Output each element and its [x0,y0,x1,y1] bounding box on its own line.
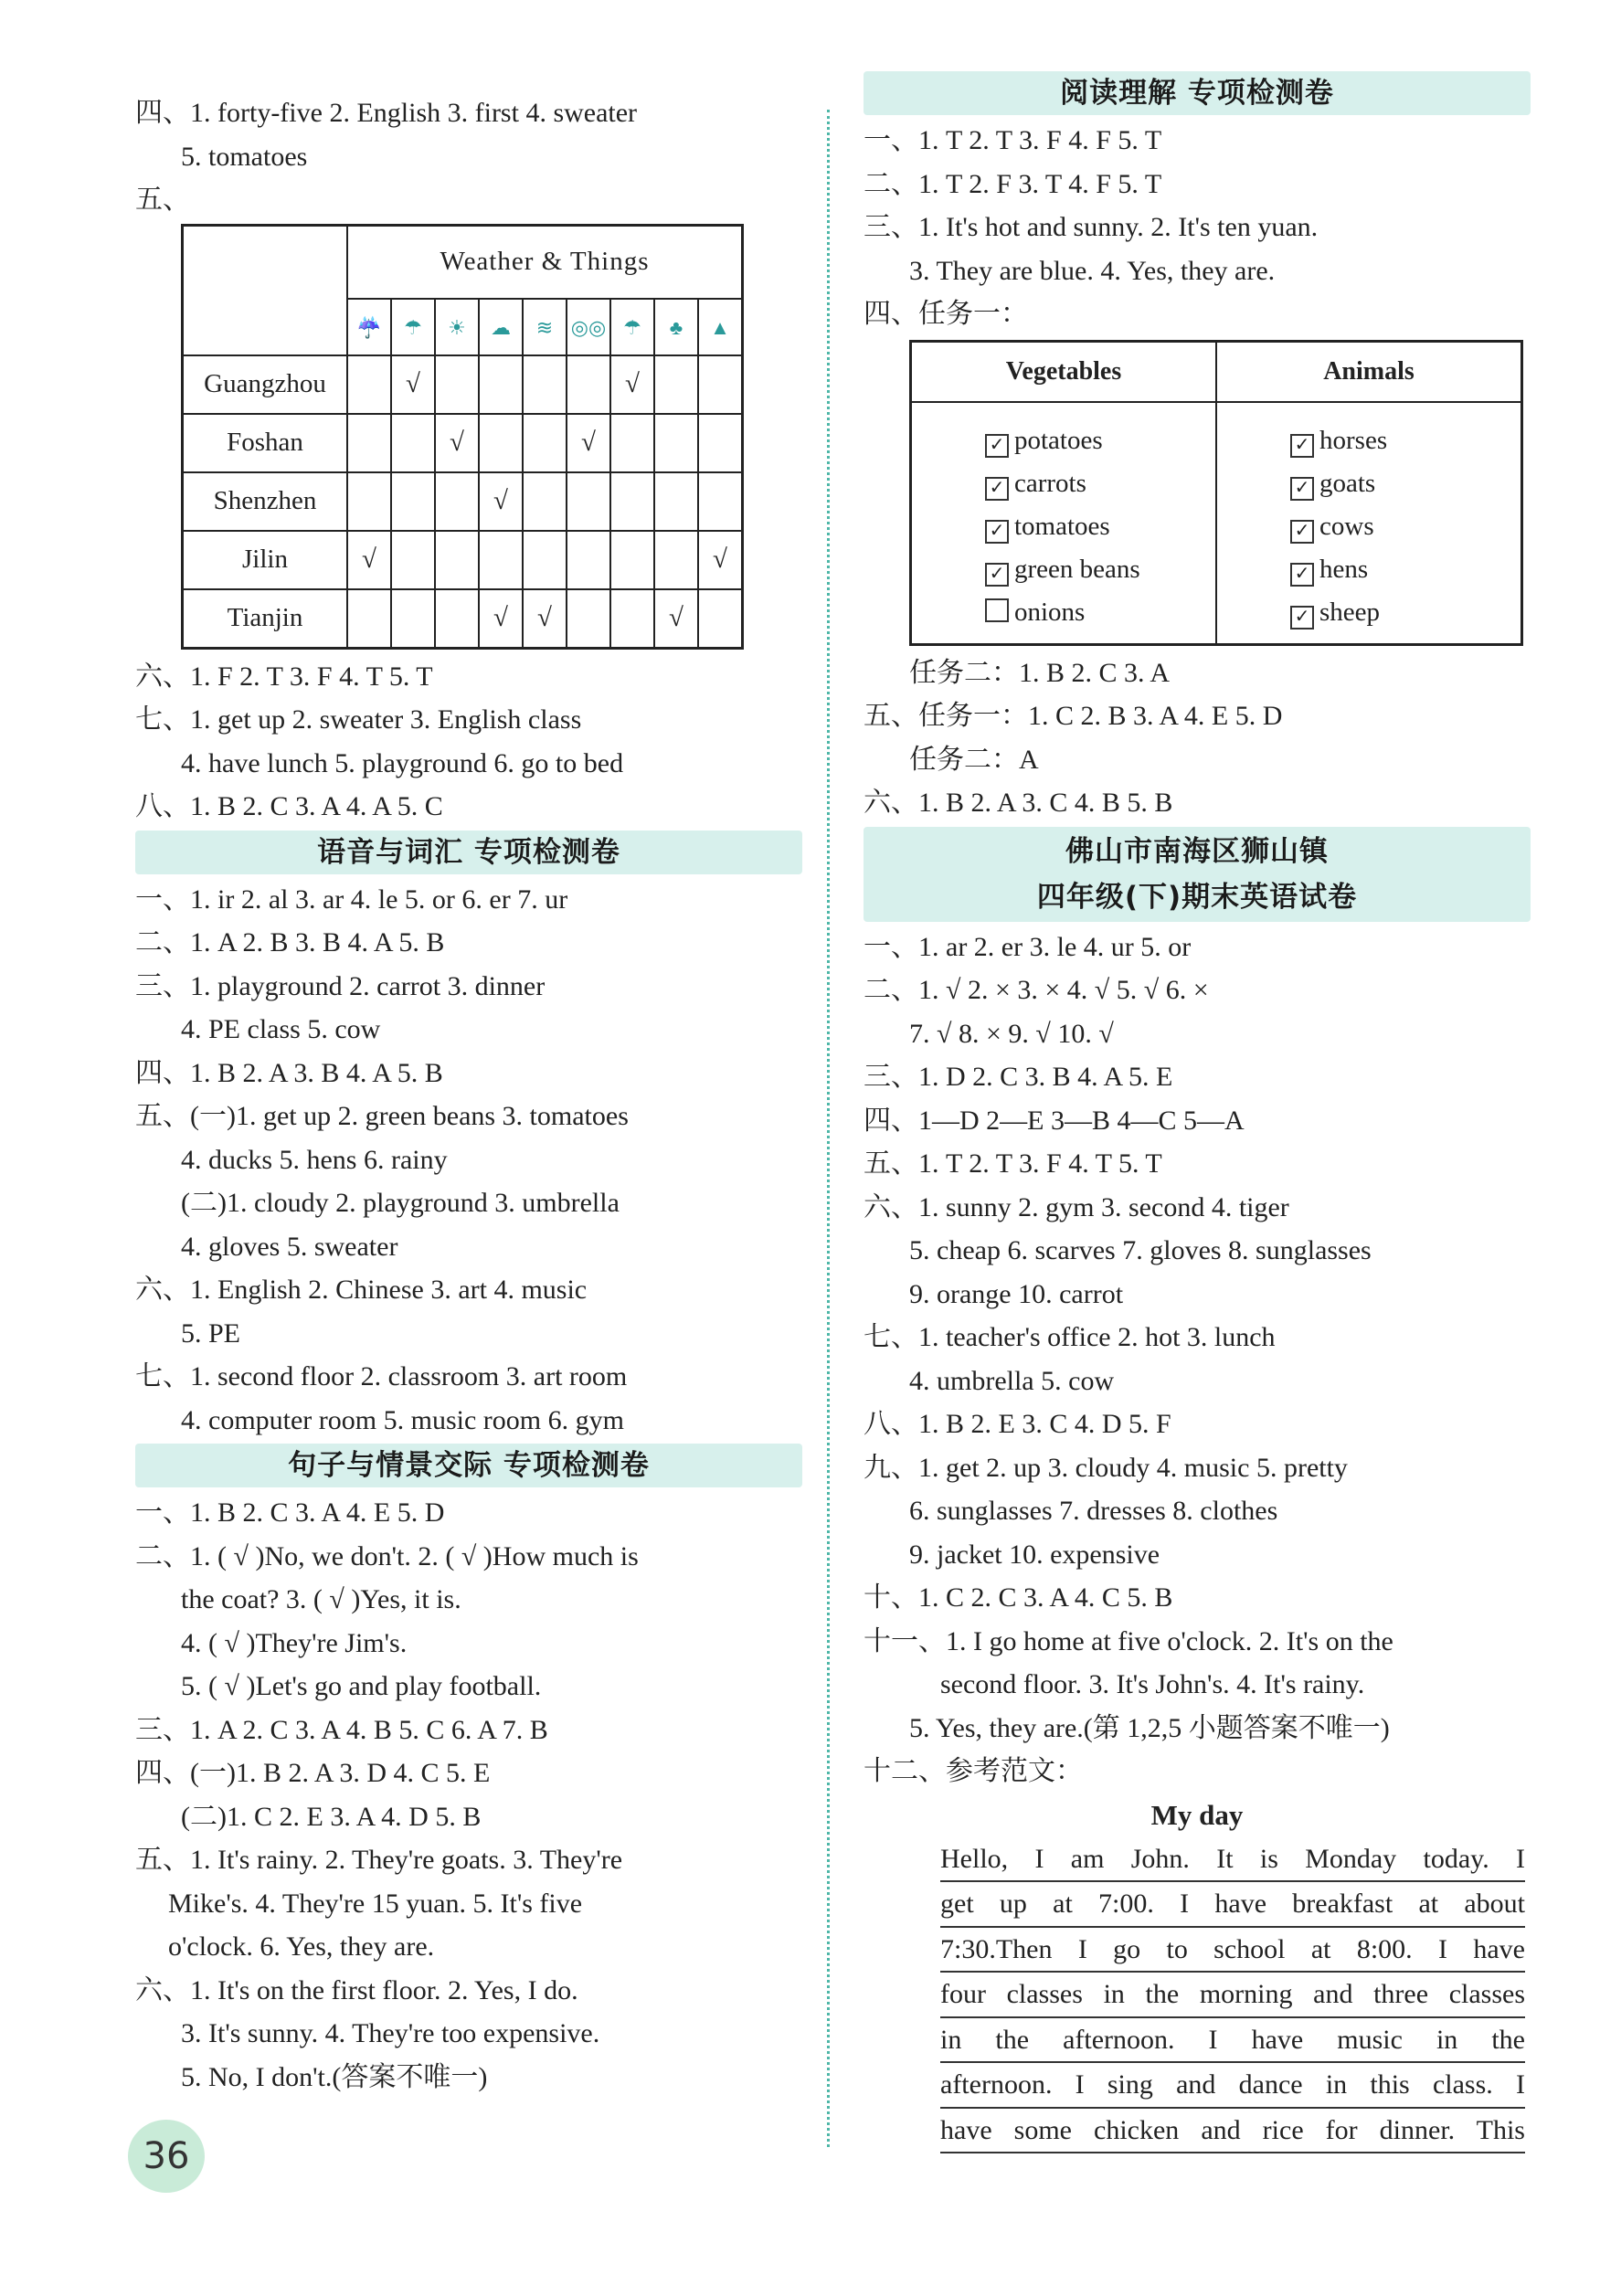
answer-line: 五、1. It's rainy. 2. They're goats. 3. They're [135,1845,623,1875]
answer-line: 六、1. sunny 2. gym 3. second 4. tiger [864,1191,1289,1222]
check-cell: √ [610,355,654,414]
essay-line: in the afternoon. I have music in the [940,2018,1525,2064]
answer-line: 3. It's sunny. 4. They're too expensive. [181,2018,600,2048]
essay-line: have some chicken and rice for dinner. This [940,2109,1525,2154]
answer-line: 6. sunglasses 7. dresses 8. clothes [909,1496,1278,1526]
answer-line: 4. ducks 5. hens 6. rainy [181,1144,448,1175]
table-row [183,472,743,531]
weather-icon-cell [698,299,743,355]
answer-line: 任务二：A [909,744,1039,775]
weather-icon-cell [347,299,391,355]
check-cell [435,355,479,414]
answer-line: 六、1. B 2. A 3. C 4. B 5. B [864,788,1173,818]
checked-box-icon: ✓ [1290,434,1314,458]
check-cell [654,472,698,531]
answer-line: 七、1. second floor 2. classroom 3. art room [135,1361,628,1391]
essay-line: four classes in the morning and three classes [940,1973,1525,2018]
left-column [135,91,802,2099]
list-item [1217,419,1521,462]
check-cell: √ [435,414,479,472]
essay-line: 7:30.Then I go to school at 8:00. I have [940,1928,1525,1973]
table-row [183,414,743,472]
city-cell: Guangzhou [183,355,348,414]
answer-line: 3. They are blue. 4. Yes, they are. [909,255,1276,286]
check-cell [435,589,479,649]
answer-line: 7. √ 8. × 9. √ 10. √ [909,1018,1114,1049]
check-cell: √ [347,531,391,589]
vegetables-list [911,402,1217,645]
checked-box-icon: ✓ [1290,606,1314,630]
checked-box-icon: ✓ [985,563,1009,587]
right-column [864,69,1531,2153]
answer-line: 一、1. ar 2. er 3. le 4. ur 5. or [864,931,1192,962]
checked-box-icon: ✓ [1290,563,1314,587]
answer-line: 四、1. B 2. A 3. B 4. A 5. B [135,1057,443,1088]
list-item-label: tomatoes [1014,511,1110,541]
check-cell [567,589,610,649]
table-row [183,355,743,414]
hat-icon: ▲ [710,316,730,339]
vegetables-animals-table [909,340,1523,646]
coat-icon: ♣ [669,316,683,339]
list-item [912,505,1215,548]
answer-line: 二、1. ( √ )No, we don't. 2. ( √ )How much is [135,1540,639,1571]
column-divider [827,110,830,2147]
list-item-label: cows [1319,511,1374,541]
answer-line: 5. tomatoes [181,141,308,172]
answer-line: o'clock. 6. Yes, they are. [168,1931,435,1962]
list-item-label: hens [1319,554,1369,584]
page-number: 36 [128,2120,205,2193]
answer-line: 9. orange 10. carrot [909,1278,1124,1309]
answer-line: 十二、参考范文： [864,1756,1083,1786]
answer-line: (二)1. C 2. E 3. A 4. D 5. B [181,1801,482,1832]
section-label: 五、 [135,185,190,215]
list-item [1217,591,1521,634]
list-item [1217,548,1521,591]
check-cell [654,414,698,472]
answer-line: 4. have lunch 5. playground 6. go to bed [181,747,624,778]
section-header: 语音与词汇 专项检测卷 [135,831,802,874]
essay-line: Hello, I am John. It is Monday today. I [940,1837,1525,1883]
answer-line: 八、1. B 2. C 3. A 4. A 5. C [135,791,443,821]
answer-line: 4. gloves 5. sweater [181,1231,398,1262]
answer-line: (二)1. cloudy 2. playground 3. umbrella [181,1188,620,1218]
check-cell [479,355,523,414]
list-item [912,548,1215,591]
check-cell [610,531,654,589]
weather-table-corner [183,225,348,355]
city-cell: Shenzhen [183,472,348,531]
check-cell [391,589,435,649]
answer-line: 5. No, I don't.(答案不唯一) [181,2061,488,2092]
check-cell [567,355,610,414]
animals-header: Animals [1216,341,1522,402]
check-cell [610,472,654,531]
check-cell [523,531,567,589]
weather-icon-cell [391,299,435,355]
answer-line: 4. ( √ )They're Jim's. [181,1627,408,1658]
check-cell [391,414,435,472]
section-header: 句子与情景交际 专项检测卷 [135,1444,802,1487]
rain-cloud-icon: ☔ [356,316,382,339]
check-cell: √ [479,472,523,531]
checked-box-icon: ✓ [985,434,1009,458]
weather-icon-cell [479,299,523,355]
check-cell [347,355,391,414]
answer-line: 四、1. forty-five 2. English 3. first 4. sweater [135,98,638,128]
check-cell [391,531,435,589]
city-cell: Jilin [183,531,348,589]
umbrella-icon: ☂ [623,316,641,339]
check-cell [610,414,654,472]
sun-icon: ☀ [448,316,466,339]
check-cell [391,472,435,531]
answer-line: Mike's. 4. They're 15 yuan. 5. It's five [168,1888,583,1919]
list-item [912,591,1215,634]
answer-line: 六、1. F 2. T 3. F 4. T 5. T [135,661,433,692]
answer-line: the coat? 3. ( √ )Yes, it is. [181,1584,461,1614]
check-cell [435,472,479,531]
check-cell [567,531,610,589]
list-item [912,462,1215,505]
checked-box-icon: ✓ [985,477,1009,501]
answer-line: 七、1. teacher's office 2. hot 3. lunch [864,1322,1276,1352]
windy-icon: ≋ [535,316,554,339]
answer-line: 9. jacket 10. expensive [909,1539,1160,1570]
answer-line: second floor. 3. It's John's. 4. It's rainy. [940,1669,1365,1699]
answer-line: 二、1. T 2. F 3. T 4. F 5. T [864,168,1162,199]
essay-line: afternoon. I sing and dance in this class. I [940,2063,1525,2109]
list-item [1217,462,1521,505]
vegetables-header: Vegetables [911,341,1217,402]
answer-line: 五、任务一：1. C 2. B 3. A 4. E 5. D [864,701,1283,731]
answer-line: 二、1. √ 2. × 3. × 4. √ 5. √ 6. × [864,975,1209,1005]
list-item-label: potatoes [1014,425,1103,455]
answer-line: 4. computer room 5. music room 6. gym [181,1404,624,1435]
check-cell [698,414,743,472]
answer-line: 三、1. A 2. C 3. A 4. B 5. C 6. A 7. B [135,1714,548,1745]
section-label: 四、任务一： [864,299,1028,329]
cloud-icon: ☁ [491,316,511,339]
answer-line: 二、1. A 2. B 3. B 4. A 5. B [135,927,445,958]
essay-line: get up at 7:00. I have breakfast at about [940,1882,1525,1928]
check-cell [523,472,567,531]
weather-icon-cell [523,299,567,355]
checked-box-icon: ✓ [1290,520,1314,544]
list-item [1217,505,1521,548]
list-item-label: green beans [1014,554,1140,584]
check-cell [698,589,743,649]
weather-icon-cell [435,299,479,355]
answer-line: 5. ( √ )Let's go and play football. [181,1671,542,1701]
exam-title-line2: 四年级(下)期末英语试卷 [1036,880,1358,914]
check-cell: √ [523,589,567,649]
check-cell [347,472,391,531]
check-cell: √ [567,414,610,472]
list-item [912,419,1215,462]
answer-line: 5. cheap 6. scarves 7. gloves 8. sunglasses [909,1235,1372,1265]
essay-body [940,1837,1525,2154]
weather-table-title: Weather & Things [347,225,743,299]
check-cell [698,472,743,531]
empty-box-icon [985,598,1009,622]
answer-line: 一、1. T 2. T 3. F 4. F 5. T [864,125,1162,155]
answer-line: 一、1. B 2. C 3. A 4. E 5. D [135,1497,445,1528]
check-cell [654,531,698,589]
sunglasses-icon: ◎◎ [570,316,607,339]
check-cell: √ [391,355,435,414]
check-cell [698,355,743,414]
check-cell [479,531,523,589]
answer-line: 三、1. playground 2. carrot 3. dinner [135,970,546,1001]
check-cell [435,531,479,589]
list-item-label: goats [1319,468,1376,498]
answer-line: 四、(一)1. B 2. A 3. D 4. C 5. E [135,1758,491,1788]
check-cell [523,414,567,472]
check-cell: √ [479,589,523,649]
answer-line: 六、1. English 2. Chinese 3. art 4. music [135,1275,588,1305]
check-cell [523,355,567,414]
animals-list [1216,402,1522,645]
exam-title-line1: 佛山市南海区狮山镇 [1065,834,1329,868]
check-cell [610,589,654,649]
answer-line: 六、1. It's on the first floor. 2. Yes, I do. [135,1974,578,2005]
answer-line: 4. umbrella 5. cow [909,1365,1115,1396]
list-item-label: sheep [1319,597,1381,627]
answer-line: 三、1. D 2. C 3. B 4. A 5. E [864,1062,1173,1092]
answer-line: 5. Yes, they are.(第 1,2,5 小题答案不唯一) [909,1712,1390,1743]
answer-line: 三、1. It's hot and sunny. 2. It's ten yuan. [864,212,1319,242]
answer-line: 九、1. get 2. up 3. cloudy 4. music 5. pretty [864,1452,1348,1483]
list-item-label: onions [1014,597,1086,627]
umbrella-rain-icon: ☂ [404,316,422,339]
essay-title: My day [1150,1798,1244,1831]
check-cell [567,472,610,531]
exam-title-header [864,827,1531,922]
table-row [183,531,743,589]
answer-line: 十一、1. I go home at five o'clock. 2. It's on the [864,1625,1393,1656]
check-cell [654,355,698,414]
weather-table [181,224,744,650]
check-cell [479,414,523,472]
answer-line: 5. PE [181,1317,241,1349]
weather-icon-cell [654,299,698,355]
answer-line: 一、1. ir 2. al 3. ar 4. le 5. or 6. er 7. ur [135,883,568,915]
table-row [183,589,743,649]
list-item-label: carrots [1014,468,1086,498]
weather-icon-cell [610,299,654,355]
answer-line: 任务二：1. B 2. C 3. A [909,657,1171,688]
check-cell: √ [654,589,698,649]
answer-line: 五、1. T 2. T 3. F 4. T 5. T [864,1148,1162,1179]
answer-line: 十、1. C 2. C 3. A 4. C 5. B [864,1582,1173,1613]
check-cell: √ [698,531,743,589]
check-cell [347,414,391,472]
city-cell: Foshan [183,414,348,472]
check-cell [347,589,391,649]
section-header: 阅读理解 专项检测卷 [864,71,1531,115]
checked-box-icon: ✓ [1290,477,1314,501]
list-item-label: horses [1319,425,1388,455]
checked-box-icon: ✓ [985,520,1009,544]
weather-icon-cell [567,299,610,355]
answer-line: 八、1. B 2. E 3. C 4. D 5. F [864,1409,1171,1439]
answer-line: 4. PE class 5. cow [181,1014,381,1044]
city-cell: Tianjin [183,589,348,649]
answer-line: 七、1. get up 2. sweater 3. English class [135,704,582,735]
answer-line: 五、(一)1. get up 2. green beans 3. tomatoes [135,1101,629,1131]
answer-line: 四、1—D 2—E 3—B 4—C 5—A [864,1105,1245,1136]
